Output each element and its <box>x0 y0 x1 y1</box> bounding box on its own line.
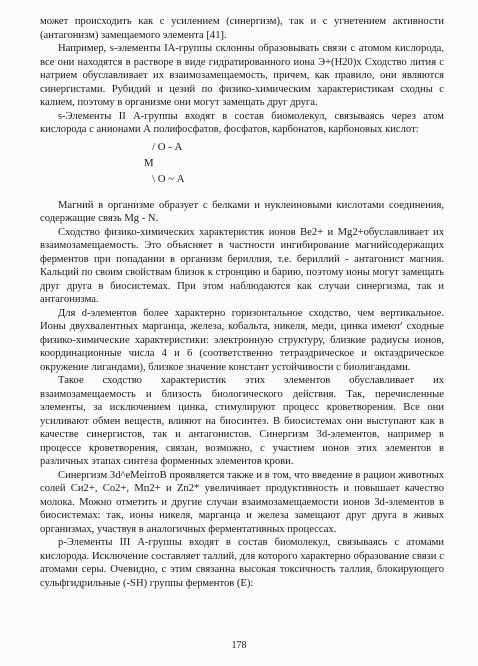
paragraph: Магний в организме образует с белками и нуклеиновыми кислотами соединения, содержащие связь Mg - N. <box>40 199 444 224</box>
chemical-formula <box>40 139 444 195</box>
paragraph: Сходство физико-химических характеристик ионов Ве2+ и Mg2+обуславливает их взаимозамещаемость. Это объясняет в частности ингибирование магнийсодержащих ферментов при попадании в организм бериллия, т.е. бериллий - антагонист магния. Кальций по своим свойствам близок к стронцию и барию, поэтому ионы могут замещать друг друга в биосистемах. При этом наблюдаются как случаи синергизма, так и антагонизма. <box>40 226 444 305</box>
paragraph: Например, s-элементы IA-группы склонны образовывать связи с атомом кислорода, все они находятся в растворе в виде гидратированного иона Э+(Н20)х Сходство лития с натрием обуславливает их взаимозамещаемость, причем, как правило, они являются синергистами. Рубидий и цезий по физико-химическим характеристикам сходны с калием, поэтому в организме они могут замещать друг друга. <box>40 43 444 108</box>
paragraph: может происходить как с усилением (синергизм), так и с угнетением активности (антагонизм) замещаемого элемента [41]. <box>40 16 444 41</box>
formula-line-3: \ О ~ А <box>152 172 185 185</box>
paragraph: Синергизм 3d^eMeirroB проявляется также и в том, что введение в рацион животных солей Си2+, Со2+, Мп2+ и Zn2* увеличивает продуктивность и повышает качество молока. Можно отметить и другие случаи взаимозамещаемости ионов 3d-элементов в биосистемах: так, ионы никеля, марганца и железа замещают друг друга в живых организмах, участвуя в аналогичных ферментативных процессах. <box>40 469 444 535</box>
body-text <box>40 15 444 590</box>
paragraph: Такое сходство характеристик этих элементов обуславливает их взаимозамещаемость и близость биологического действия. Так, перечисленные элементы, за исключением цинка, стимулируют процесс кроветворения. Все они усиливают обмен веществ, влияют на биосинтез. В биосистемах они выступают как в качестве синергистов, так и антагонистов. Синергизм 3d-элементов, например в процессе кроветворения, связан, возможно, с участием ионов этих элементов в различных этапах синтеза форменных элементов крови. <box>40 375 444 467</box>
paragraph: Для d-элементов более характерно горизонтальное сходство, чем вертикальное. Ионы двухвалентных марганца, железа, кобальта, никеля, меди, цинка имеют' сходные физико-химические характеристики: электронную структуру, близкие радиусы ионов, координационные числа 4 и 6 (соответственно тетраэдрическое и октаэдрическое окружение лигандами), близкое значение констант устойчивости с биолигандами. <box>40 307 444 373</box>
formula-line-2: М <box>144 156 154 169</box>
formula-line-1: / О - А <box>152 140 183 153</box>
paragraph: р-Элементы III А-группы входят в состав биомолекул, связываясь с атомами кислорода. Исключение составляет таллий, для которого характерно образование связи с атомами серы. Очевидно, с этим связанна высокая токсичность таллия, блокирующего сульфгидрильные (-SH) группы ферментов (Е): <box>40 537 444 589</box>
paragraph: s-Элементы II А-группы входят в состав биомолекул, связываясь через атом кислорода с анионами А полифосфатов, фосфатов, карбонатов, карбоновых кислот: <box>40 110 444 135</box>
page-number: 178 <box>231 640 247 651</box>
